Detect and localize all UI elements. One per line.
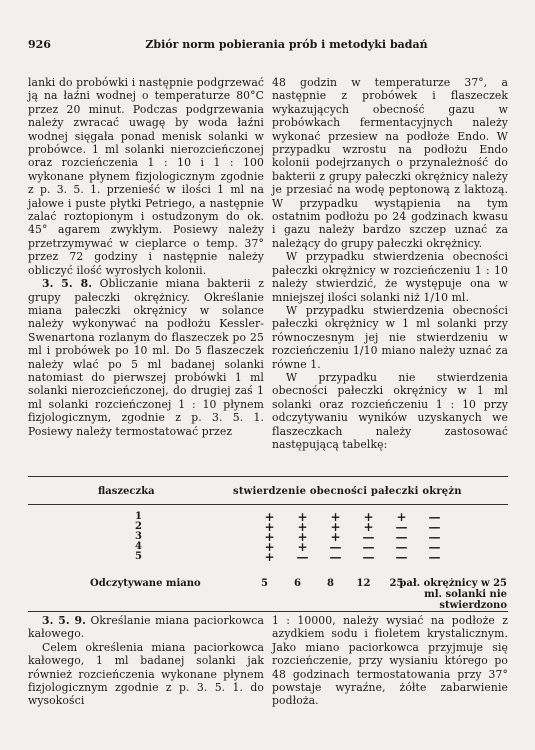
paragraph: Celem określenia miana paciorkowca kałowego, 1 ml badanej solanki jak również rozcieńczenia wykonane płynem fizjologicznym zgodnie z p. 3. 5. 1. do wysokości bbox=[28, 640, 264, 708]
cell: — bbox=[428, 520, 441, 534]
cell: — bbox=[362, 540, 375, 554]
table-row bbox=[253, 532, 451, 542]
running-title: Zbiór norm pobierania prób i metodyki badań bbox=[145, 38, 428, 51]
cell: — bbox=[362, 530, 375, 544]
section-number: 3. 5. 9. bbox=[42, 614, 87, 627]
cell: — bbox=[428, 510, 441, 524]
cell: — bbox=[296, 550, 309, 564]
cell: — bbox=[329, 550, 342, 564]
readout-value: 5 bbox=[261, 578, 268, 589]
paragraph-text: Określanie miana paciorkowca kałowego. bbox=[28, 614, 264, 641]
lower-right-column bbox=[272, 614, 508, 708]
readout-value: 12 bbox=[356, 578, 371, 589]
cell: — bbox=[395, 530, 408, 544]
row-number: 2 bbox=[135, 521, 142, 532]
row-number: 5 bbox=[135, 551, 142, 562]
paragraph: W przypadku stwierdzenia obecności pałeczki okrężnicy w 1 ml solanki przy równoczesnym jej nie stwierdzeniu w rozcieńczeniu 1/10 miano należy uznać za równe 1. bbox=[272, 303, 508, 371]
table-row bbox=[253, 522, 451, 532]
table-row bbox=[253, 512, 451, 522]
paragraph: 48 godzin w temperaturze 37°, a następnie z probówek i flaszeczek wykazujących obecność gazu w probówkach fermentacyjnych należy wykonać przesiew na podłoże Endo. W przypadku wzrostu na podłożu Endo kolonii podejrzanych o przynależność do bakterii z grupy pałeczki okrężnicy należy je przesiać na wodę peptonową z laktozą. W przypadku wystąpienia na tym ostatnim podłożu po 24 godzinach kwasu i gazu należy bardzo szczep uznać za należący do grupy pałeczki okrężnicy. bbox=[272, 76, 508, 250]
paragraph-text: Obliczanie miana bakterii z grupy pałeczki okrężnicy. Określanie miana pałeczki okrężnicy w solance należy wykonywać na podłożu Kessler-Swenartona rozlanym do flaszeczek po 25 ml i probówek po 10 ml. Do 5 flaszeczek należy wlać po 5 ml badanej solanki natomiast do pierwszej probówki 1 ml solanki nierozcieńczonej, do drugiej zaś 1 ml solanki rozcieńczonej 1 : 10 płynem fizjologicznym, zgodnie z p. 3. 5. 1. Posiewy należy termostatować przez bbox=[28, 277, 264, 438]
cell: — bbox=[329, 540, 342, 554]
upper-right-column bbox=[272, 76, 508, 451]
upper-left-column bbox=[28, 76, 264, 438]
row-numbers bbox=[122, 512, 142, 562]
cell: + bbox=[264, 510, 275, 524]
page-number: 926 bbox=[28, 38, 51, 51]
readout-note: pał. okrężnicy w 25 ml. solanki nie stwierdzono bbox=[399, 578, 507, 611]
paragraph: W przypadku nie stwierdzenia obecności pałeczki okrężnicy w 1 ml solanki oraz rozcieńczeniu 1 : 10 przy odczytywaniu wyników uzyskanych we flaszeczkach należy zastosować następującą tabelkę: bbox=[272, 370, 508, 451]
lower-left-column bbox=[28, 614, 264, 708]
paragraph: W przypadku stwierdzenia obecności pałeczki okrężnicy w rozcieńczeniu 1 : 10 należy stwierdzić, że występuje ona w mniejszej ilości solanki niż 1/10 ml. bbox=[272, 250, 508, 304]
table-row bbox=[253, 552, 451, 562]
table-header-flask: flaszeczka bbox=[98, 486, 155, 497]
paragraph: lanki do probówki i następnie podgrzewać ją na łaźni wodnej o temperaturze 80°C przez 20 minut. Podczas podgrzewania należy zwracać uwagę by woda łaźni wodnej sięgała ponad menisk solanki w probówce. 1 ml solanki nierozcieńczonej oraz rozcieńczenia 1 : 10 i 1 : 100 wykonane płynem fizjologicznym zgodnie z p. 3. 5. 1. przenieść w ilości 1 ml na jałowe i puste płytki Petriego, a następnie zalać roztopionym i ostudzonym do ok. 45° agarem zwykłym. Posiewy należy przetrzymywać w cieplarce o temp. 37° przez 72 godziny i następnie należy obliczyć ilość wyrosłych kolonii. bbox=[28, 76, 264, 277]
readout-value: 25 bbox=[389, 578, 404, 589]
cell: + bbox=[363, 510, 374, 524]
cell: — bbox=[395, 540, 408, 554]
table-row bbox=[253, 542, 451, 552]
cell: + bbox=[330, 510, 341, 524]
cell: — bbox=[395, 520, 408, 534]
cell: + bbox=[363, 520, 374, 534]
section-number: 3. 5. 8. bbox=[42, 277, 93, 291]
cell: — bbox=[362, 550, 375, 564]
cell: + bbox=[330, 520, 341, 534]
result-grid bbox=[253, 512, 451, 562]
table-rule bbox=[28, 611, 508, 612]
readout-value: 6 bbox=[294, 578, 301, 589]
page-header bbox=[28, 38, 505, 51]
cell: + bbox=[297, 540, 308, 554]
cell: + bbox=[264, 540, 275, 554]
paragraph bbox=[28, 277, 264, 438]
cell: + bbox=[297, 510, 308, 524]
cell: + bbox=[264, 550, 275, 564]
cell: + bbox=[330, 530, 341, 544]
cell: — bbox=[395, 550, 408, 564]
readout-value: 8 bbox=[327, 578, 334, 589]
table-rule bbox=[28, 504, 508, 505]
readout-label: Odczytywane miano bbox=[90, 578, 201, 589]
table-header-detection: stwierdzenie obecności pałeczki okrężn bbox=[233, 486, 462, 497]
cell: — bbox=[428, 540, 441, 554]
row-number: 4 bbox=[135, 541, 142, 552]
cell: — bbox=[428, 550, 441, 564]
paragraph bbox=[28, 614, 264, 641]
cell: + bbox=[264, 520, 275, 534]
cell: + bbox=[297, 530, 308, 544]
row-number: 3 bbox=[135, 531, 142, 542]
cell: + bbox=[297, 520, 308, 534]
row-number: 1 bbox=[135, 511, 142, 522]
paragraph: 1 : 10000, należy wysiać na podłoże z azydkiem sodu i fioletem krystalicznym. Jako miano paciorkowca przyjmuje się rozcieńczenie, przy wysianiu którego po 48 godzinach termostatowania przy 37° powstaje wyraźne, żółte zabarwienie podłoża. bbox=[272, 614, 508, 708]
cell: + bbox=[396, 510, 407, 524]
table-rule bbox=[28, 476, 508, 477]
cell: + bbox=[264, 530, 275, 544]
cell: — bbox=[428, 530, 441, 544]
